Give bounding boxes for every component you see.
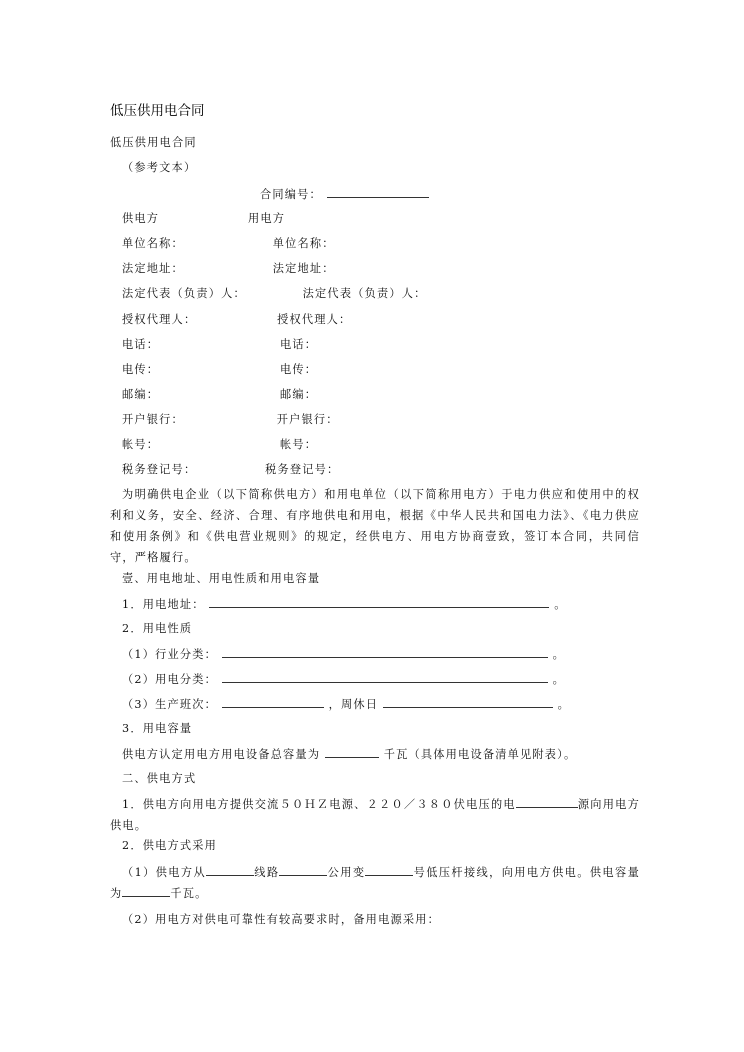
unit-name-consumer: 单位名称： bbox=[272, 237, 335, 250]
reference-note bbox=[110, 160, 196, 176]
supply-capacity-blank[interactable] bbox=[122, 885, 170, 897]
phone-consumer: 电话： bbox=[279, 338, 318, 351]
agent-consumer: 授权代理人： bbox=[277, 313, 352, 326]
usage-class-blank[interactable] bbox=[222, 671, 548, 683]
usage-class-label: （2）用电分类： bbox=[122, 673, 218, 686]
legal-address-consumer: 法定地址： bbox=[272, 262, 335, 275]
usage-class-period: 。 bbox=[552, 673, 565, 686]
usage-nature-line bbox=[110, 621, 192, 637]
legal-rep-line bbox=[110, 286, 427, 302]
contract-subtitle: 低压供用电合同 bbox=[110, 136, 197, 149]
reference-text: （参考文本） bbox=[122, 161, 197, 174]
bank-supplier: 开户银行： bbox=[122, 413, 184, 426]
intro-paragraph: 为明确供电企业（以下简称供电方）和用电单位（以下简称用电方）于电力供应和使用中的权利和义务，安全、经济、合理、有序地供电和用电，根据《中华人民共和国电力法》、《电力供应和使用条例》和《供电营业规则》的规定，经供电方、用电方协商壹致，签订本合同，共同信守，严格履行。 bbox=[110, 488, 640, 564]
parties-line bbox=[110, 211, 285, 227]
contract-number-label: 合同编号： bbox=[260, 188, 322, 201]
fax-supplier: 电传： bbox=[122, 363, 160, 376]
legal-address-supplier: 法定地址： bbox=[122, 262, 184, 275]
power-source-text-a: 1．供电方向用电方提供交流５０ＨＺ电源、２２０／３８０伏电压的电 bbox=[122, 798, 516, 811]
section-1-heading bbox=[110, 571, 320, 587]
usage-nature-label: 2．用电性质 bbox=[122, 622, 193, 635]
account-supplier: 帐号： bbox=[122, 438, 160, 451]
supply-route-d: 号低压杆接线，向用电方供电。供电容量为 bbox=[110, 866, 640, 900]
postcode-line bbox=[110, 387, 317, 403]
contract-number-line bbox=[110, 186, 429, 203]
capacity-text-a: 供电方认定用电方用电设备总容量为 bbox=[122, 748, 321, 761]
transformer-blank[interactable] bbox=[365, 864, 413, 876]
usage-address-label: 1．用电地址： bbox=[122, 598, 205, 611]
contract-number-blank[interactable] bbox=[327, 186, 429, 198]
consumer-label: 用电方 bbox=[247, 212, 286, 225]
account-line bbox=[110, 437, 317, 453]
postcode-supplier: 邮编： bbox=[122, 388, 160, 401]
industry-line bbox=[110, 646, 565, 663]
usage-class-line bbox=[110, 671, 565, 688]
power-source-text-b: 源向用电方供电。 bbox=[110, 798, 640, 832]
industry-label: （1）行业分类： bbox=[122, 648, 218, 661]
capacity-heading: 3．用电容量 bbox=[122, 722, 193, 735]
section-2-title: 二、供电方式 bbox=[122, 772, 197, 785]
backup-source-line bbox=[110, 912, 440, 928]
fax-line bbox=[110, 362, 317, 378]
rest-day-label: ，周休日 bbox=[328, 698, 379, 711]
supplier-label: 供电方 bbox=[122, 212, 160, 225]
capacity-heading-line bbox=[110, 721, 192, 737]
agent-supplier: 授权代理人： bbox=[122, 313, 197, 326]
unit-name-supplier: 单位名称： bbox=[122, 237, 184, 250]
agent-line bbox=[110, 312, 351, 328]
tax-supplier: 税务登记号： bbox=[122, 463, 197, 476]
unit-name-line bbox=[110, 236, 335, 252]
bank-consumer: 开户银行： bbox=[276, 413, 339, 426]
tax-consumer: 税务登记号： bbox=[265, 463, 340, 476]
route-blank[interactable] bbox=[279, 864, 327, 876]
capacity-text-b: 千瓦（具体用电设备清单见附表）。 bbox=[383, 748, 577, 761]
fax-consumer: 电传： bbox=[279, 363, 318, 376]
supply-route-e: 千瓦。 bbox=[170, 887, 208, 900]
account-consumer: 帐号： bbox=[279, 438, 318, 451]
phone-supplier: 电话： bbox=[122, 338, 160, 351]
line-number-blank[interactable] bbox=[206, 864, 254, 876]
supply-route-a: （1）供电方从 bbox=[122, 866, 207, 879]
usage-address-line bbox=[110, 596, 567, 613]
supply-mode-label: 2．供电方式采用 bbox=[122, 839, 218, 852]
bank-line bbox=[110, 412, 339, 428]
legal-rep-supplier: 法定代表（负责）人： bbox=[122, 287, 246, 300]
usage-address-blank[interactable] bbox=[209, 596, 549, 608]
shift-period: 。 bbox=[557, 698, 571, 711]
phone-line bbox=[110, 337, 317, 353]
legal-rep-consumer: 法定代表（负责）人： bbox=[302, 287, 427, 300]
shift-blank[interactable] bbox=[222, 696, 324, 708]
section-1-title: 壹、用电地址、用电性质和用电容量 bbox=[122, 572, 321, 585]
tax-line bbox=[110, 462, 339, 478]
backup-source-text: （2）用电方对供电可靠性有较高要求时，备用电源采用： bbox=[122, 913, 441, 926]
power-source-blank[interactable] bbox=[516, 796, 578, 808]
industry-blank[interactable] bbox=[222, 646, 548, 658]
legal-address-line bbox=[110, 261, 335, 277]
supply-route-paragraph bbox=[110, 862, 640, 904]
shift-line bbox=[110, 696, 570, 713]
section-2-heading bbox=[110, 771, 196, 787]
usage-address-period: 。 bbox=[554, 598, 567, 611]
supply-route-c: 公用变 bbox=[327, 866, 366, 879]
capacity-blank[interactable] bbox=[325, 746, 379, 758]
capacity-line bbox=[110, 746, 576, 763]
postcode-consumer: 邮编： bbox=[279, 388, 318, 401]
supply-route-b: 线路 bbox=[254, 866, 280, 879]
power-source-paragraph bbox=[110, 794, 640, 836]
supply-mode-line bbox=[110, 838, 217, 854]
rest-day-blank[interactable] bbox=[383, 696, 553, 708]
page-title: 低压供用电合同 bbox=[110, 103, 205, 119]
shift-label: （3）生产班次： bbox=[122, 698, 218, 711]
industry-period: 。 bbox=[552, 648, 565, 661]
